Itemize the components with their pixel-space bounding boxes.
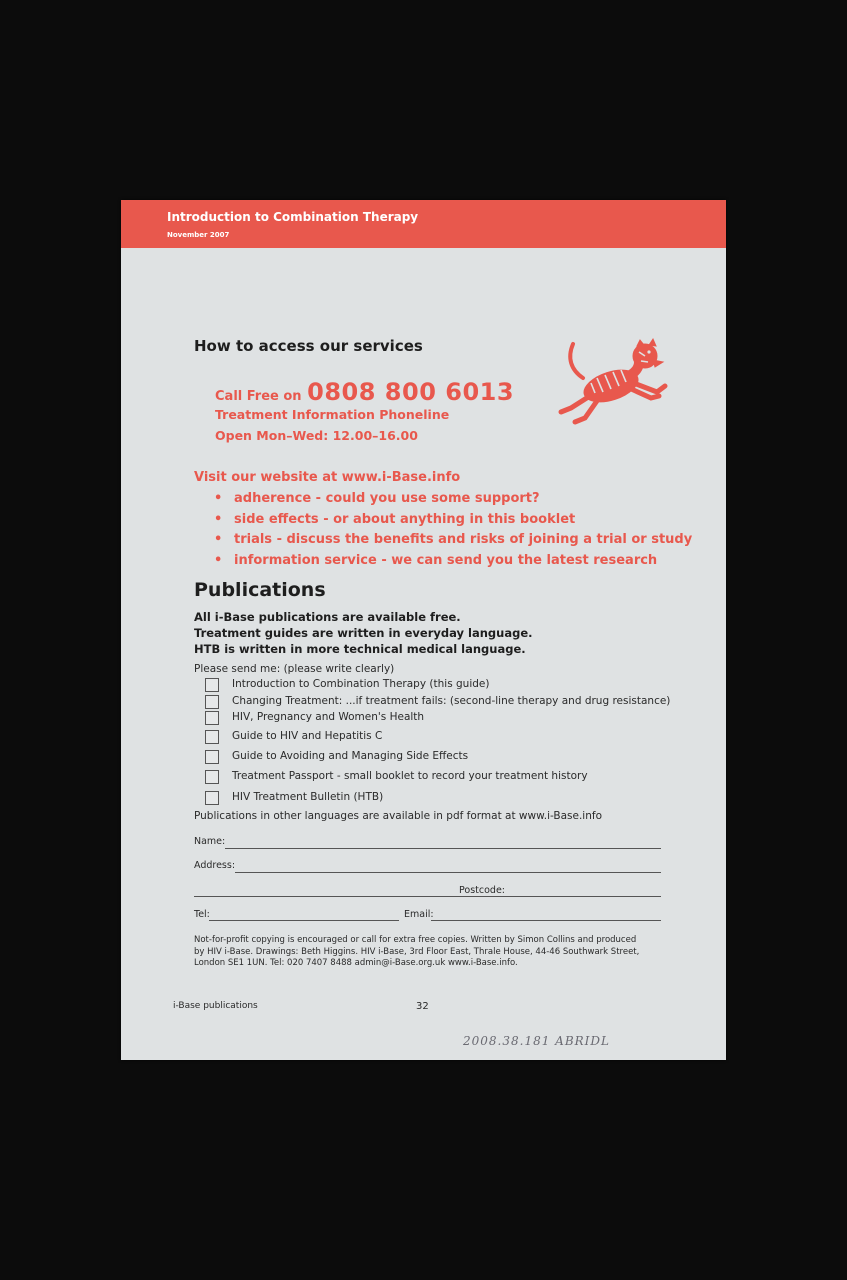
publications-intro <box>194 609 532 657</box>
intro-line: All i-Base publications are available free. <box>194 610 461 624</box>
call-free-line <box>215 378 514 406</box>
checkbox[interactable] <box>205 730 219 744</box>
option-label: Guide to Avoiding and Managing Side Effects <box>232 750 469 762</box>
postcode-label: Postcode: <box>459 885 505 896</box>
footer-publisher: i-Base publications <box>173 1001 258 1011</box>
send-prompt: Please send me: (please write clearly) <box>194 663 395 675</box>
checkbox[interactable] <box>205 750 219 764</box>
option-label: Guide to HIV and Hepatitis C <box>232 730 383 742</box>
booklet-page <box>121 200 726 1060</box>
email-label: Email: <box>404 909 434 920</box>
name-field[interactable] <box>225 848 661 849</box>
tel-label: Tel: <box>194 909 210 920</box>
address-field[interactable] <box>235 872 661 873</box>
phone-number: 0808 800 6013 <box>307 378 515 406</box>
checkbox[interactable] <box>205 695 219 709</box>
publications-heading: Publications <box>194 579 326 601</box>
postcode-field[interactable] <box>194 896 661 897</box>
tel-field[interactable] <box>209 920 399 921</box>
other-languages-note: Publications in other languages are available in pdf format at www.i-Base.info <box>194 810 602 822</box>
header-title: Introduction to Combination Therapy <box>167 210 419 224</box>
access-heading: How to access our services <box>194 337 423 355</box>
tiger-illustration-icon <box>553 336 673 432</box>
phoneline-label: Treatment Information Phoneline <box>215 407 450 422</box>
opening-hours: Open Mon–Wed: 12.00–16.00 <box>215 428 418 443</box>
header-band <box>121 200 726 248</box>
option-label: Introduction to Combination Therapy (this guide) <box>232 678 490 690</box>
email-field[interactable] <box>431 920 661 921</box>
name-label: Name: <box>194 836 226 847</box>
checkbox[interactable] <box>205 711 219 725</box>
option-label: Treatment Passport - small booklet to record your treatment history <box>232 770 588 782</box>
option-label: HIV Treatment Bulletin (HTB) <box>232 791 384 803</box>
list-item: • information service - we can send you the latest research <box>214 553 658 569</box>
legal-line: Not-for-profit copying is encouraged or call for extra free copies. Written by Simon Collins and produced <box>194 935 637 945</box>
page-number: 32 <box>416 1001 429 1012</box>
intro-line: Treatment guides are written in everyday language. <box>194 626 533 640</box>
intro-line: HTB is written in more technical medical language. <box>194 642 526 656</box>
checkbox[interactable] <box>205 770 219 784</box>
legal-notice <box>194 935 639 970</box>
services-list <box>214 489 692 572</box>
list-item: • adherence - could you use some support? <box>214 491 540 506</box>
address-label: Address: <box>194 860 236 871</box>
website-line: Visit our website at www.i-Base.info <box>194 470 461 485</box>
checkbox[interactable] <box>205 791 219 805</box>
option-label: Changing Treatment: ...if treatment fails: (second-line therapy and drug resistance) <box>232 695 671 707</box>
checkbox[interactable] <box>205 678 219 692</box>
legal-line: by HIV i-Base. Drawings: Beth Higgins. HIV i-Base, 3rd Floor East, Thrale House, 44-46 Southwark Street, <box>194 946 640 957</box>
option-label: HIV, Pregnancy and Women's Health <box>232 711 425 723</box>
call-prefix: Call Free on <box>215 389 302 404</box>
list-item: • side effects - or about anything in this booklet <box>214 511 576 527</box>
header-date: November 2007 <box>167 231 230 239</box>
list-item: • trials - discuss the benefits and risks of joining a trial or study <box>214 532 693 548</box>
handwritten-accession-note: 2008.38.181 ABRIDL <box>463 1034 611 1048</box>
legal-line: London SE1 1UN. Tel: 020 7407 8488 admin@i-Base.org.uk www.i-Base.info. <box>194 958 518 968</box>
